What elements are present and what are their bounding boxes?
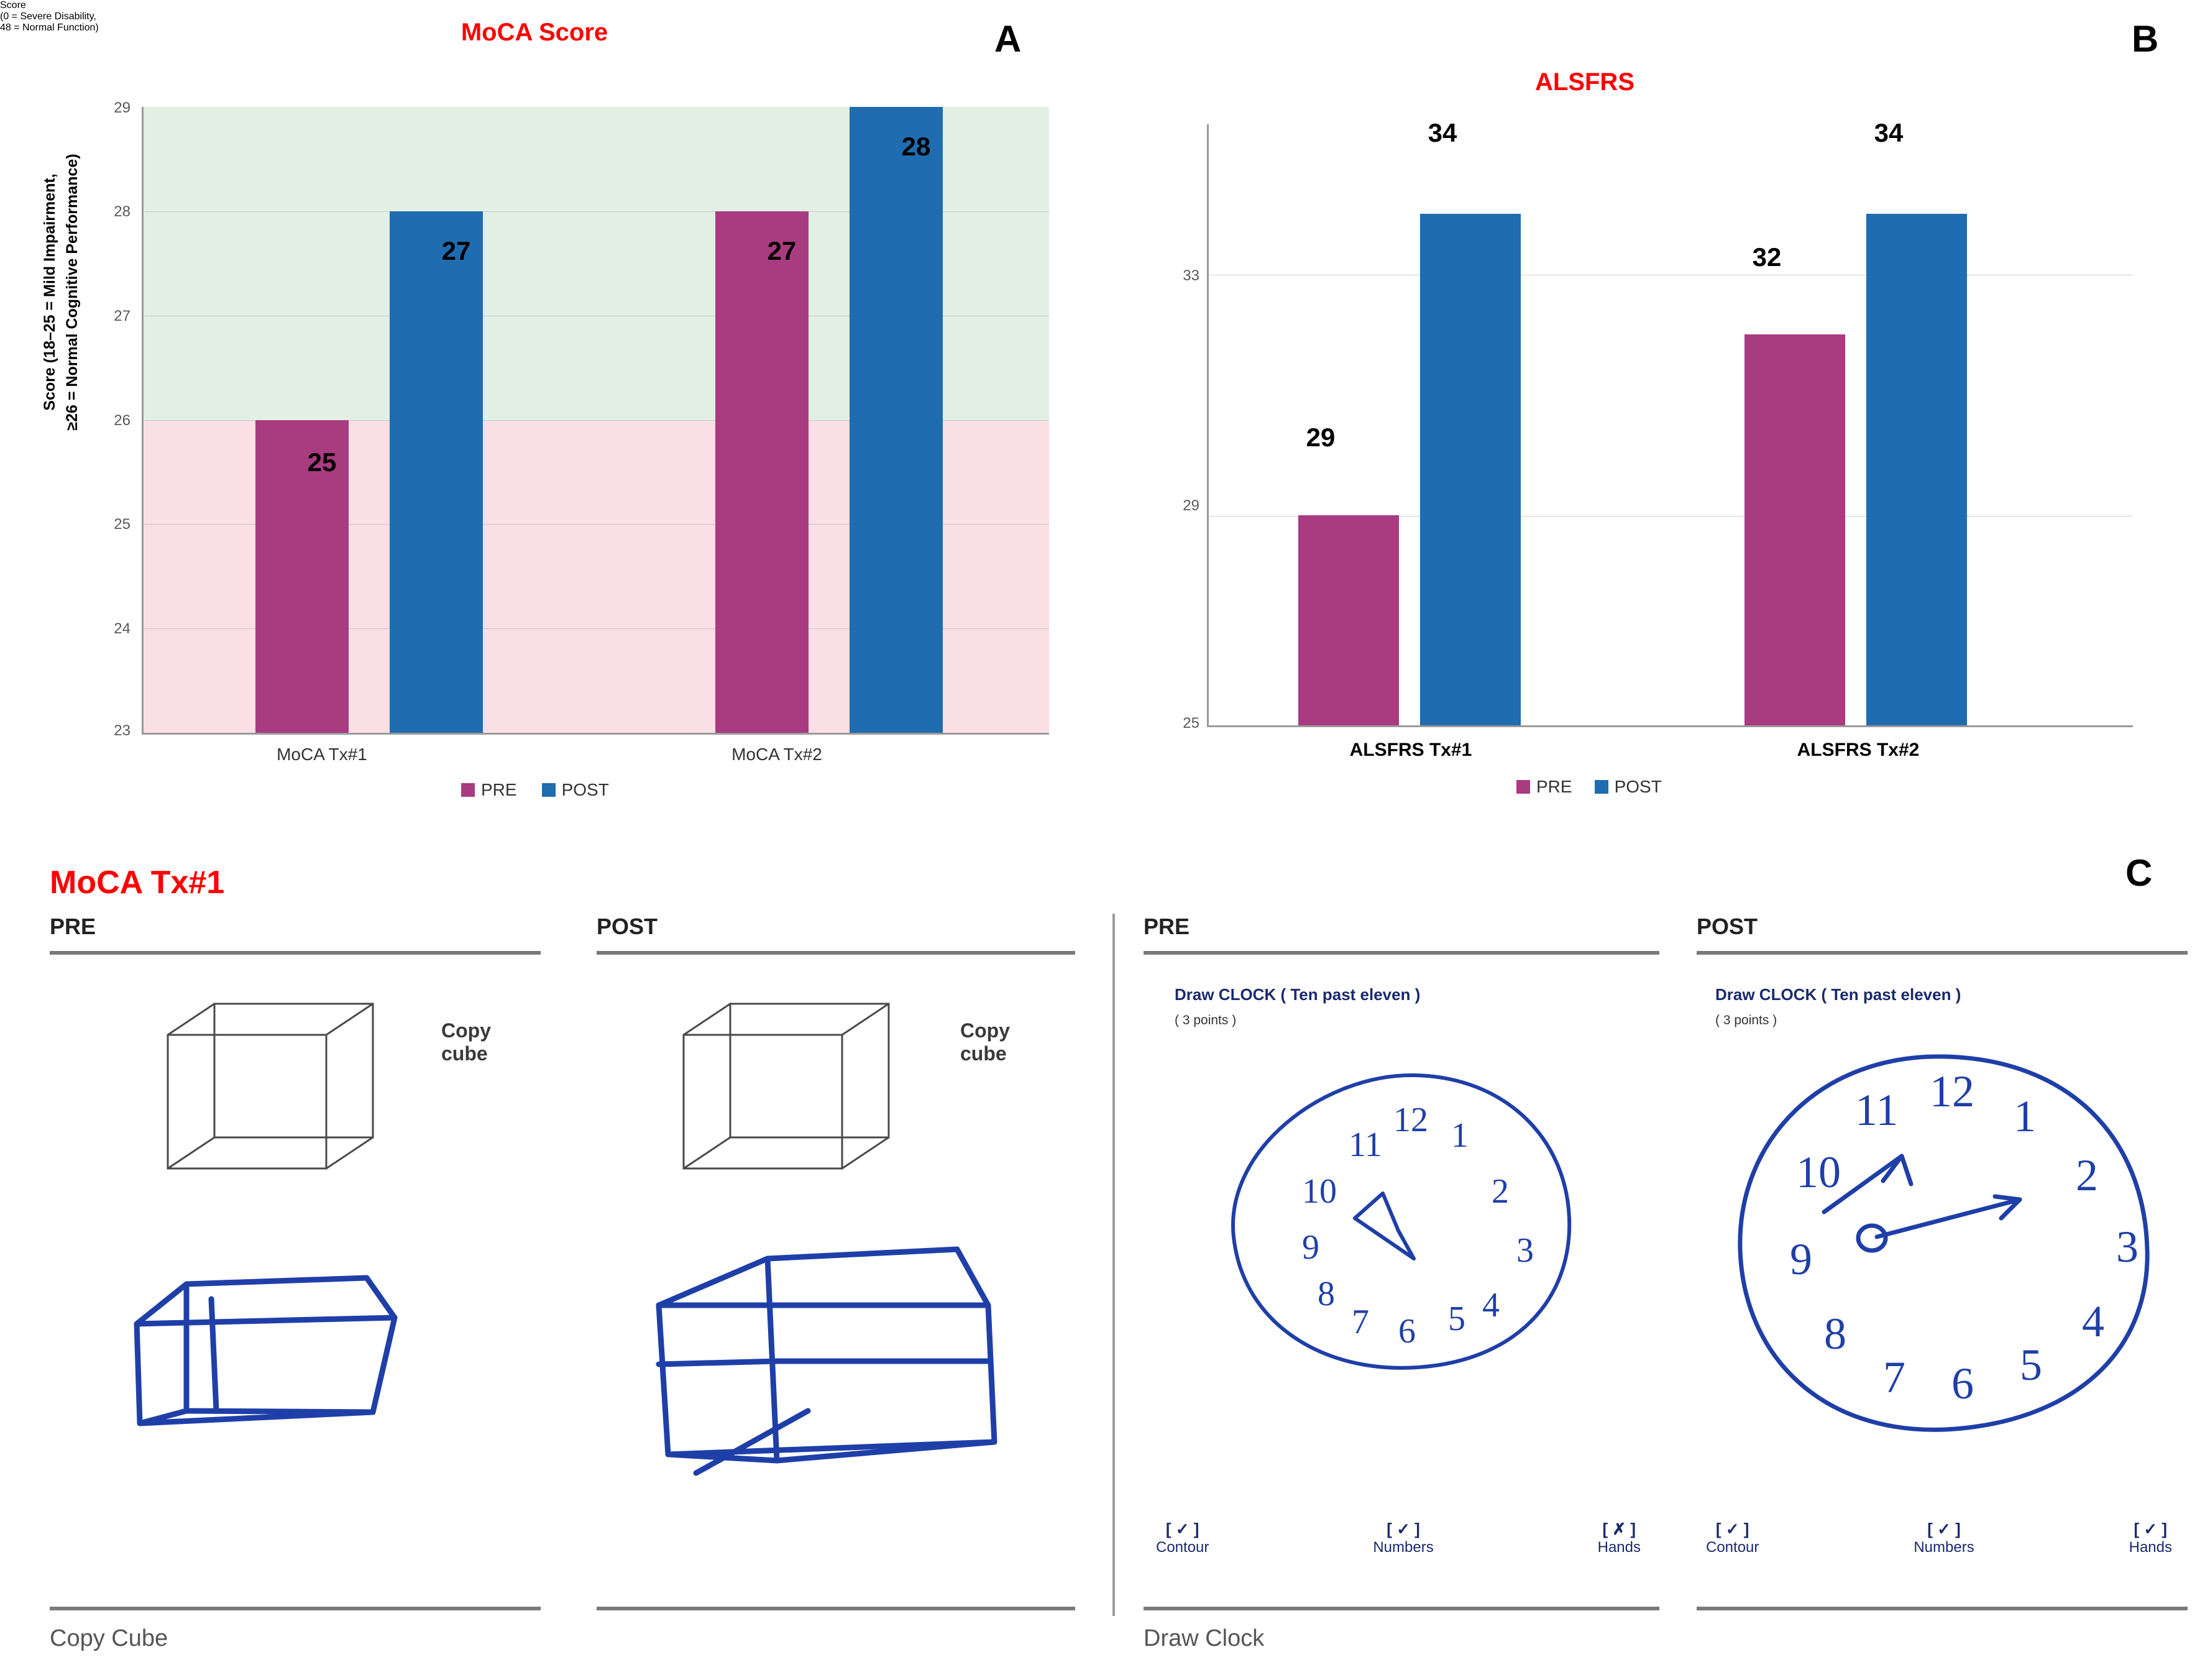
panel-b-y-axis-label-line1: Score (0, 0, 26, 11)
patient-cube-svg-pre (112, 1224, 534, 1498)
cube-reference-label-pre (441, 1019, 491, 1065)
svg-text:10: 10 (1796, 1147, 1841, 1197)
svg-text:12: 12 (1930, 1067, 1974, 1116)
clock-check-contour-label-post: Contour (1706, 1539, 1759, 1556)
svg-text:8: 8 (1318, 1275, 1335, 1313)
patient-clock-svg-post (1697, 1032, 2194, 1454)
svg-text:1: 1 (2014, 1091, 2036, 1141)
svg-text:2: 2 (2076, 1150, 2098, 1200)
svg-text:5: 5 (2020, 1340, 2042, 1390)
svg-text:1: 1 (1451, 1116, 1469, 1155)
clock-check-contour-box-pre: [ ✓ ] (1165, 1520, 1199, 1538)
clock-instruction-post: Draw CLOCK ( Ten past eleven ) (1715, 985, 1961, 1004)
svg-text:12: 12 (1393, 1101, 1428, 1139)
bar-pre-moca-tx2 (715, 211, 809, 733)
panel-c-divider (1112, 914, 1115, 1616)
panel-b-category-tx2: ALSFRS Tx#2 (1797, 740, 1920, 760)
legend-swatch-post (542, 783, 556, 797)
clock-check-hands-box-post: [ ✓ ] (2134, 1520, 2168, 1538)
svg-text:2: 2 (1492, 1172, 1509, 1211)
panel-b-category-tx1: ALSFRS Tx#1 (1349, 740, 1472, 760)
bar-label-pre-moca-tx1: 25 (307, 448, 337, 477)
clock-points-post: ( 3 points ) (1715, 1013, 1777, 1027)
bar-label-post-moca-tx1: 27 (441, 236, 471, 265)
svg-text:11: 11 (1349, 1126, 1382, 1164)
bar-post-moca-tx2 (850, 107, 943, 733)
svg-text:10: 10 (1302, 1172, 1337, 1211)
cube-ref-label-line1: Copy (441, 1019, 491, 1042)
clock-check-hands-label-post: Hands (2129, 1539, 2172, 1556)
panel-a-y-axis-label (39, 124, 84, 460)
panel-b-legend-post (1595, 777, 1662, 797)
patient-clock-svg-pre (1168, 1038, 1653, 1423)
patient-clock-drawing-pre (1168, 1038, 1653, 1423)
clock-check-numbers-label-pre: Numbers (1373, 1539, 1434, 1556)
clock-check-hands-label-pre: Hands (1597, 1539, 1641, 1556)
bar-label-post-moca-tx2: 28 (901, 132, 931, 161)
caption-draw-clock: Draw Clock (1144, 1625, 1265, 1651)
panel-a-y-axis-label-line2: ≥26 = Normal Cognitive Performance) (63, 154, 81, 431)
legend-swatch-pre (461, 783, 475, 797)
clock-check-numbers-box-pre: [ ✓ ] (1387, 1520, 1420, 1538)
panel-c-moca-drawings (0, 833, 2205, 1680)
svg-text:11: 11 (1855, 1085, 1899, 1135)
patient-cube-drawing-pre (112, 1224, 534, 1498)
column-head-post-clock: POST (1697, 914, 1758, 939)
column-head-pre-cube: PRE (50, 914, 96, 939)
bar-pre-alsfrs-tx2 (1744, 334, 1845, 725)
bar-label-post-alsfrs-tx1: 34 (1428, 118, 1457, 147)
cube-ref-label-line2: cube (441, 1042, 488, 1065)
clock-check-hands-box-pre: [ ✗ ] (1602, 1520, 1636, 1538)
column-bottom-rule-pre-cube (50, 1607, 541, 1610)
column-rule-pre-cube (50, 951, 541, 955)
panel-a-legend-pre-label: PRE (481, 780, 517, 799)
svg-text:6: 6 (1951, 1359, 1974, 1408)
legend-swatch-post (1595, 780, 1608, 794)
panel-a-legend-post (542, 780, 609, 800)
panel-a-ytick-25: 25 (114, 516, 131, 533)
clock-instruction-pre: Draw CLOCK ( Ten past eleven ) (1175, 985, 1421, 1004)
caption-copy-cube: Copy Cube (50, 1625, 168, 1651)
panel-a-ytick-26: 26 (114, 412, 131, 429)
column-head-pre-clock: PRE (1144, 914, 1190, 939)
column-rule-post-clock (1697, 951, 2188, 955)
clock-check-hands-post (2129, 1520, 2172, 1556)
panel-b-legend-pre-label: PRE (1536, 777, 1572, 796)
svg-text:4: 4 (2082, 1297, 2104, 1346)
panel-a-plot-area (142, 107, 1049, 735)
bar-post-alsfrs-tx2 (1866, 214, 1967, 725)
panel-b-legend-post-label: POST (1614, 777, 1662, 796)
column-rule-pre-clock (1144, 951, 1659, 955)
column-bottom-rule-post-clock (1697, 1607, 2188, 1610)
svg-text:9: 9 (1790, 1234, 1812, 1284)
panel-b-title: ALSFRS (1535, 68, 1634, 96)
bar-label-pre-moca-tx2: 27 (767, 236, 797, 265)
cube-ref-label-line2: cube (960, 1042, 1007, 1065)
cube-reference-label-post (960, 1019, 1010, 1065)
panel-b-letter: B (2132, 18, 2159, 60)
panel-a-ytick-28: 28 (114, 203, 131, 220)
clock-points-pre: ( 3 points ) (1175, 1013, 1237, 1027)
panel-c-letter: C (2125, 852, 2153, 894)
panel-a-ytick-29: 29 (114, 99, 131, 116)
panel-a-moca-chart (0, 0, 1081, 833)
svg-text:8: 8 (1824, 1309, 1846, 1359)
panel-c-title: MoCA Tx#1 (50, 865, 225, 901)
svg-text:6: 6 (1398, 1312, 1416, 1351)
panel-a-y-axis-label-line1: Score (18–25 = Mild Impairment, (41, 173, 58, 411)
panel-b-y-axis-label-line3: 48 = Normal Function) (0, 22, 99, 33)
panel-b-legend-pre (1516, 777, 1572, 797)
patient-clock-drawing-post (1697, 1032, 2194, 1454)
svg-text:7: 7 (1352, 1303, 1369, 1341)
clock-check-contour-pre (1156, 1520, 1209, 1556)
clock-check-numbers-post (1914, 1520, 1974, 1556)
bar-label-post-alsfrs-tx2: 34 (1874, 118, 1904, 147)
panel-a-legend-post-label: POST (561, 780, 609, 799)
panel-a-title: MoCA Score (461, 19, 608, 46)
bar-label-pre-alsfrs-tx1: 29 (1306, 423, 1336, 452)
svg-text:5: 5 (1448, 1300, 1465, 1338)
column-bottom-rule-pre-clock (1144, 1607, 1659, 1610)
cube-ref-label-line1: Copy (960, 1019, 1010, 1042)
panel-a-ytick-23: 23 (114, 722, 131, 739)
svg-text:4: 4 (1482, 1286, 1500, 1324)
bar-post-moca-tx1 (390, 211, 483, 733)
panel-a-category-tx1: MoCA Tx#1 (277, 745, 367, 764)
patient-cube-svg-post (621, 1206, 1075, 1517)
bar-pre-alsfrs-tx1 (1298, 515, 1399, 725)
column-head-post-cube: POST (597, 914, 658, 939)
clock-check-numbers-pre (1373, 1520, 1433, 1556)
panel-a-legend-pre (461, 780, 517, 800)
panel-b-legend (1516, 777, 1662, 797)
svg-text:3: 3 (2116, 1222, 2139, 1272)
clock-checks-post (1706, 1520, 2172, 1556)
clock-checks-pre (1156, 1520, 1641, 1556)
panel-a-ytick-24: 24 (114, 620, 131, 637)
patient-cube-drawing-post (621, 1206, 1075, 1517)
clock-check-contour-label-pre: Contour (1156, 1539, 1209, 1556)
panel-b-ytick-29: 29 (1183, 497, 1199, 514)
panel-a-legend (461, 780, 609, 800)
panel-a-ytick-27: 27 (114, 308, 131, 324)
svg-text:7: 7 (1883, 1352, 1905, 1402)
bar-post-alsfrs-tx1 (1420, 214, 1521, 725)
clock-check-numbers-box-post: [ ✓ ] (1927, 1520, 1961, 1538)
panel-a-category-tx2: MoCA Tx#2 (731, 745, 822, 764)
clock-check-contour-post (1706, 1520, 1759, 1556)
panel-b-y-axis-label-line2: (0 = Severe Disability, (0, 11, 96, 22)
clock-check-numbers-label-post: Numbers (1914, 1539, 1974, 1556)
panel-b-ytick-33: 33 (1183, 267, 1199, 284)
column-rule-post-cube (597, 951, 1075, 955)
panel-a-letter: A (994, 18, 1022, 60)
clock-check-hands-pre (1598, 1520, 1641, 1556)
svg-text:3: 3 (1516, 1231, 1534, 1270)
column-bottom-rule-post-cube (597, 1607, 1075, 1610)
legend-swatch-pre (1516, 780, 1530, 794)
clock-check-contour-box-post: [ ✓ ] (1715, 1520, 1749, 1538)
panel-b-ytick-25: 25 (1183, 715, 1199, 732)
svg-text:9: 9 (1302, 1228, 1319, 1267)
bar-label-pre-alsfrs-tx2: 32 (1752, 242, 1782, 272)
